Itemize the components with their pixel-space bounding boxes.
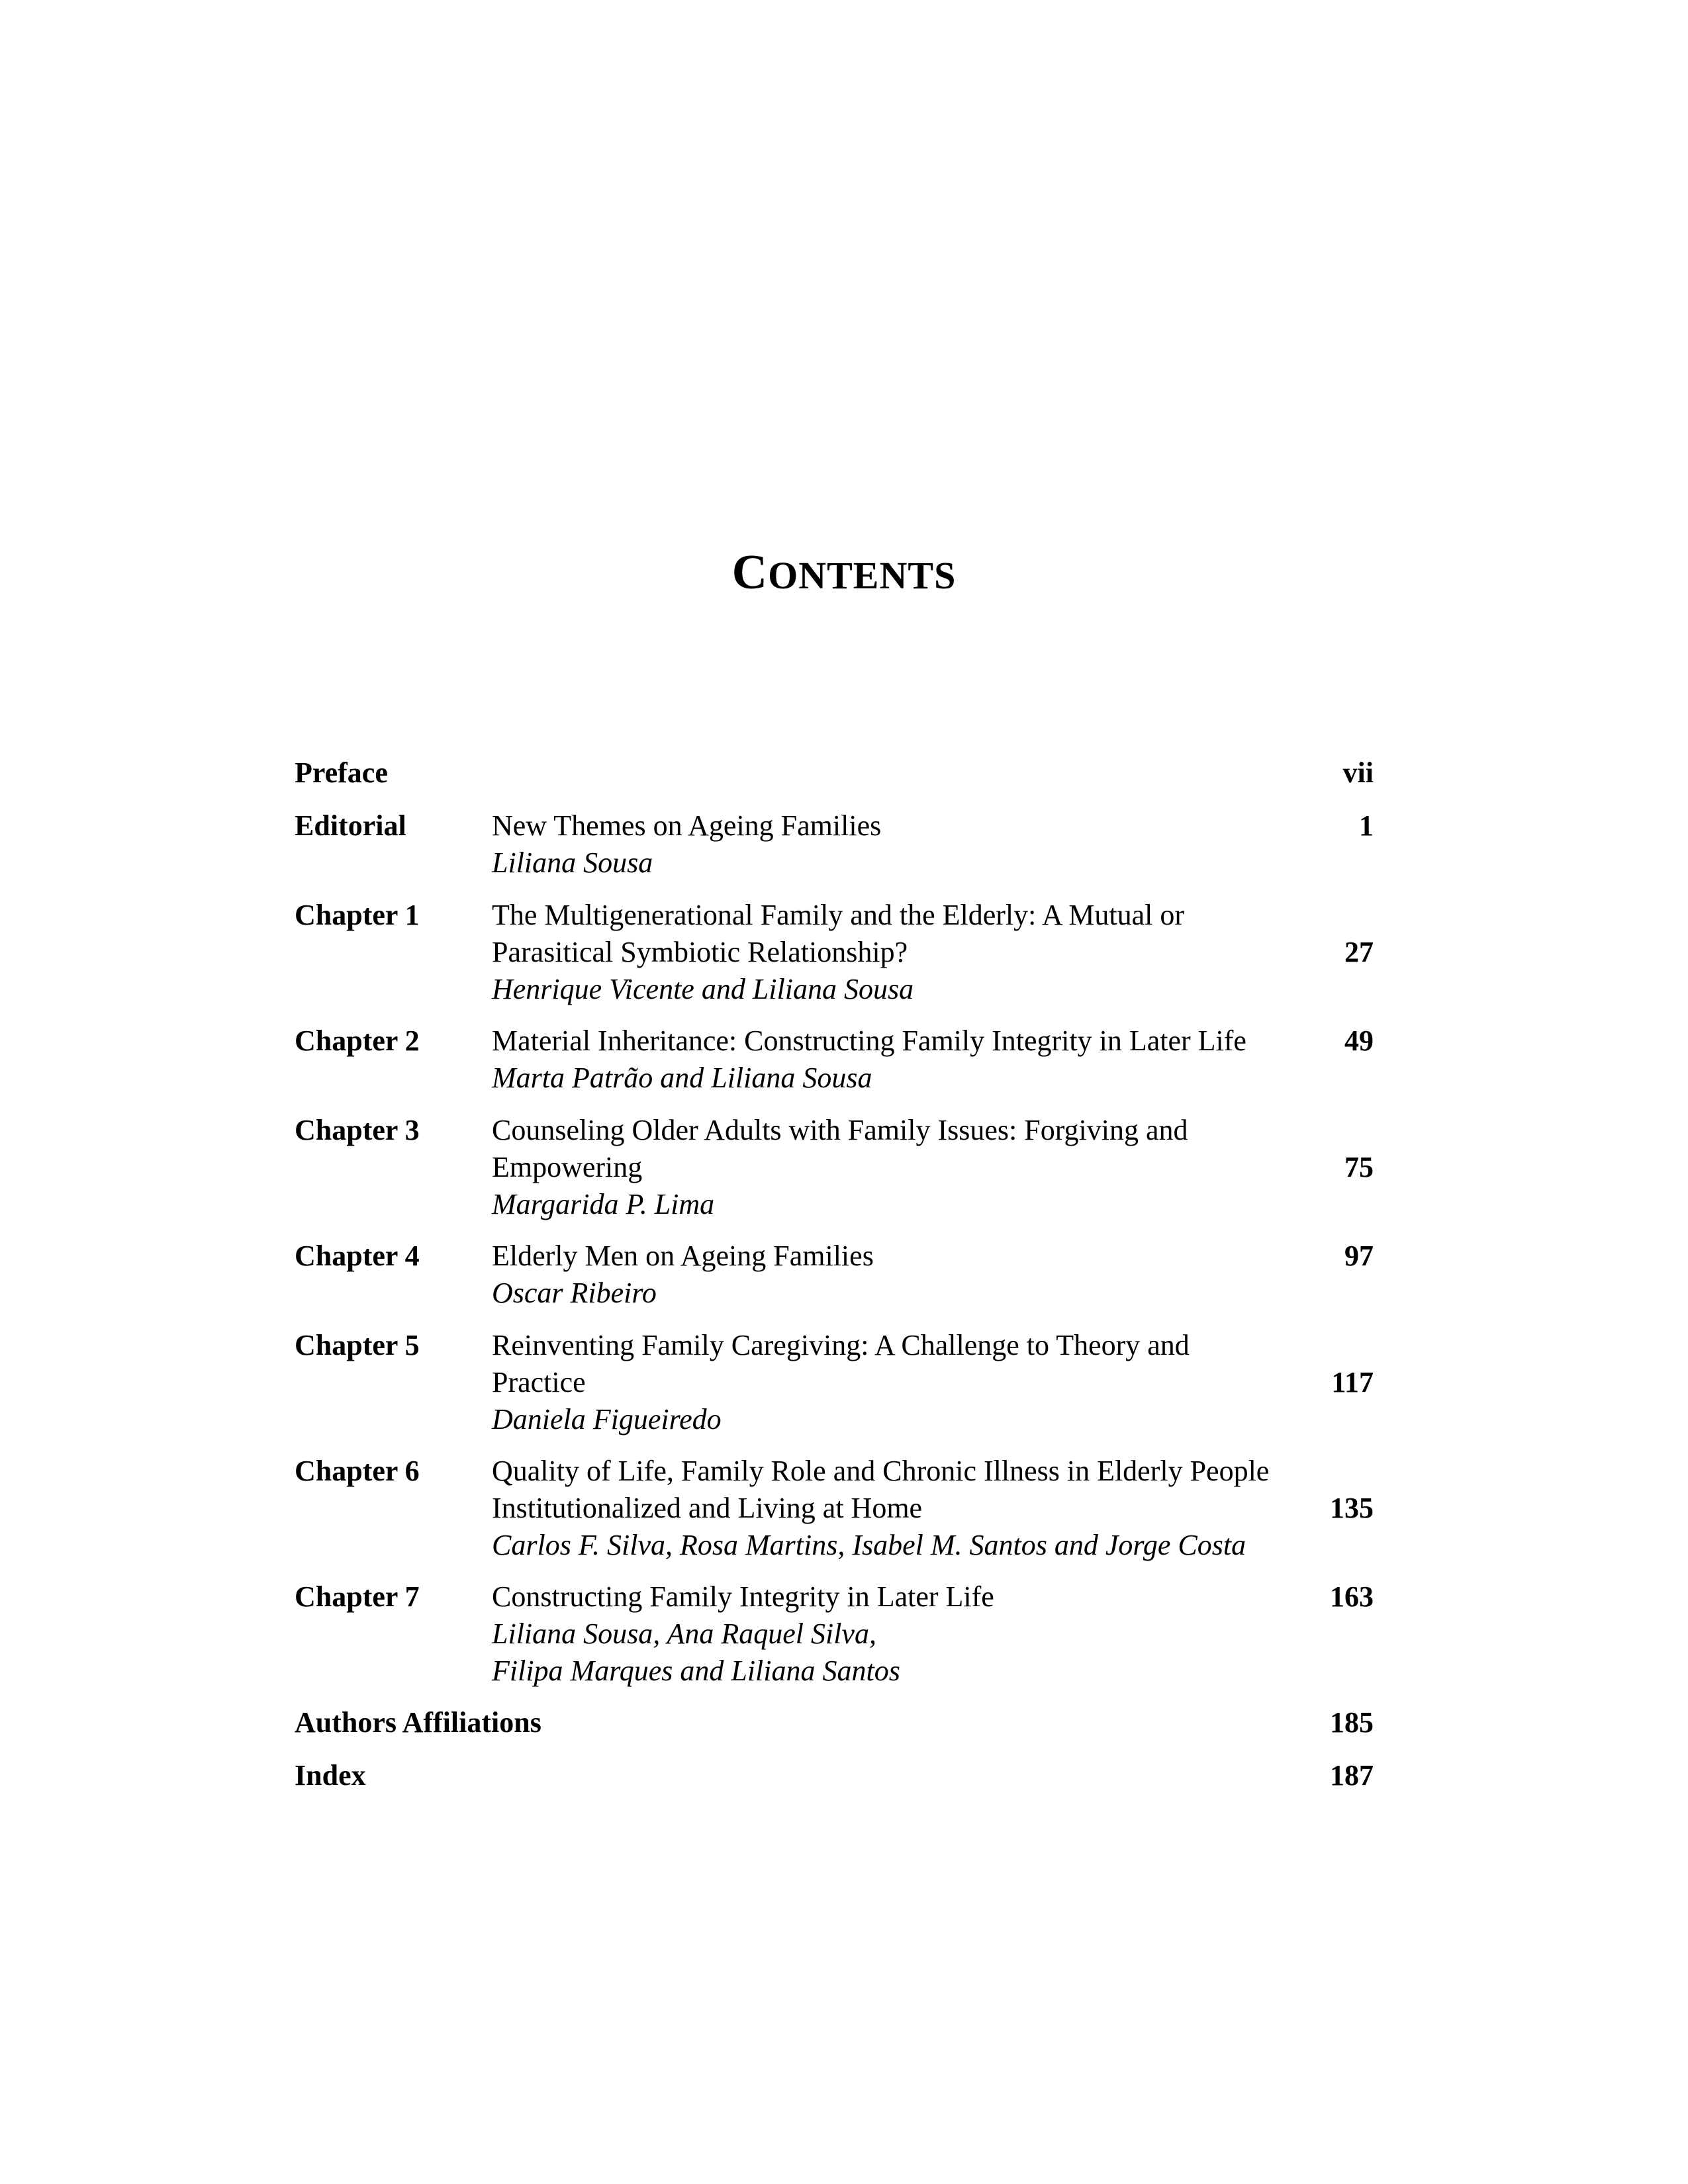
toc-entry-label: Preface	[295, 756, 388, 789]
toc-entry-authors: Margarida P. Lima	[492, 1188, 715, 1220]
toc-entry-title-line: Counseling Older Adults with Family Issues: Forgiving and	[492, 1114, 1188, 1146]
toc-entry-body	[492, 1578, 1286, 1690]
page-title-initial: C	[731, 545, 769, 600]
toc-entry-page: 97	[1344, 1240, 1374, 1272]
toc-entry-page: 75	[1344, 1151, 1374, 1183]
toc-entry-label: Chapter 7	[295, 1580, 420, 1613]
toc-entry-title-line: Material Inheritance: Constructing Family Integrity in Later Life	[492, 1024, 1246, 1057]
toc-entry-body	[492, 1327, 1286, 1438]
toc-entry-body	[492, 1112, 1286, 1223]
toc-entry-authors: Liliana Sousa, Ana Raquel Silva,	[492, 1617, 876, 1650]
page-title-rest: ONTENTS	[768, 554, 957, 597]
toc-entry-label: Editorial	[295, 809, 406, 842]
toc-entry-authors: Liliana Sousa	[492, 846, 653, 879]
toc-entry-page: 185	[1330, 1706, 1374, 1739]
toc-entry-title-line: Constructing Family Integrity in Later Life	[492, 1580, 994, 1613]
toc-entry-label: Chapter 2	[295, 1024, 420, 1057]
toc-entry-title-line: Quality of Life, Family Role and Chronic Illness in Elderly People	[492, 1455, 1270, 1487]
toc-entry-label: Index	[295, 1759, 366, 1792]
toc-entry-label: Chapter 6	[295, 1455, 420, 1487]
toc-entry-title-line: Empowering	[492, 1151, 643, 1183]
toc-entry-page: 187	[1330, 1759, 1374, 1792]
toc-entry-body	[492, 1453, 1286, 1564]
toc-entry-title-line: New Themes on Ageing Families	[492, 809, 882, 842]
toc-entry-title-line: Elderly Men on Ageing Families	[492, 1240, 874, 1272]
toc-entry-label: Authors Affiliations	[295, 1706, 541, 1739]
toc-entry-label: Chapter 3	[295, 1114, 420, 1146]
toc-entry-label: Chapter 5	[295, 1329, 420, 1361]
toc-entry-body	[492, 1238, 1286, 1312]
toc-entry-page: 49	[1344, 1024, 1374, 1057]
page-title	[0, 543, 1688, 606]
toc-entry-authors: Daniela Figueiredo	[492, 1403, 722, 1435]
toc-entry-body	[492, 897, 1286, 1008]
toc-entry-title-line: Reinventing Family Caregiving: A Challenge to Theory and	[492, 1329, 1190, 1361]
toc-entry-authors: Oscar Ribeiro	[492, 1277, 657, 1309]
toc-entry-title-line: Practice	[492, 1366, 586, 1398]
toc-entry-label: Chapter 4	[295, 1240, 420, 1272]
toc-entry-label: Chapter 1	[295, 899, 420, 931]
toc-entry-title-line: Parasitical Symbiotic Relationship?	[492, 936, 908, 968]
toc-entry-title-line: The Multigenerational Family and the Elderly: A Mutual or	[492, 899, 1185, 931]
toc-entry-page: vii	[1342, 756, 1374, 789]
toc-entry-title-line: Institutionalized and Living at Home	[492, 1492, 923, 1524]
toc-entry-page: 1	[1359, 809, 1374, 842]
toc-entry-authors: Filipa Marques and Liliana Santos	[492, 1655, 900, 1687]
toc-entry-page: 135	[1330, 1492, 1374, 1524]
toc-entry-page: 117	[1331, 1366, 1374, 1398]
toc-entry-page: 163	[1330, 1580, 1374, 1613]
toc-entry-body	[492, 1023, 1286, 1097]
toc-entry-authors: Henrique Vicente and Liliana Sousa	[492, 973, 914, 1005]
toc-entry-authors: Carlos F. Silva, Rosa Martins, Isabel M. Santos and Jorge Costa	[492, 1529, 1246, 1561]
toc-entry-page: 27	[1344, 936, 1374, 968]
toc-entry-body	[492, 807, 1286, 882]
toc-entry-authors: Marta Patrão and Liliana Sousa	[492, 1062, 872, 1094]
